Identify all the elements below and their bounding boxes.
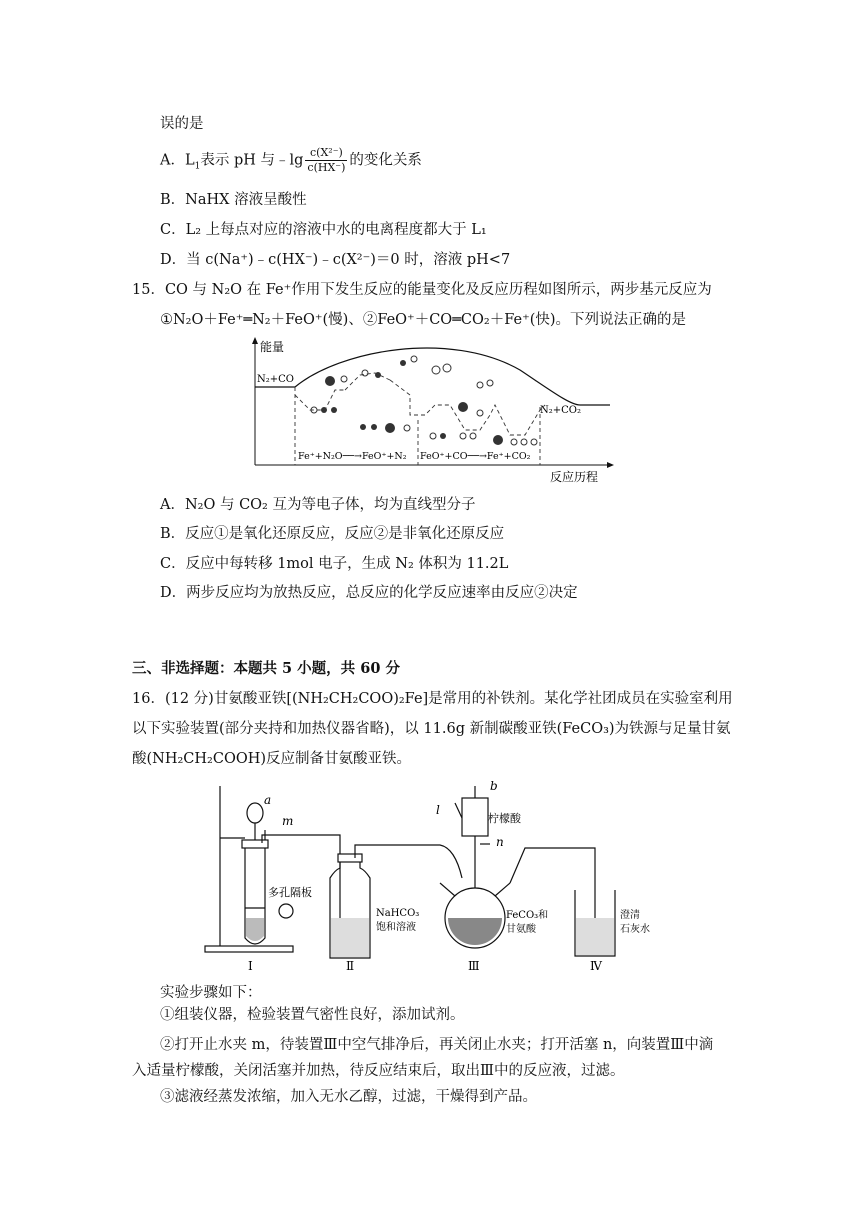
- q15-option-b: B．反应①是氧化还原反应，反应②是非氧化还原反应: [160, 526, 505, 542]
- apparatus-diagram: [200, 778, 670, 973]
- molecule-atom-icon: [440, 433, 446, 439]
- q14-a-prefix: A．L: [160, 152, 195, 169]
- label-glycine: 甘氨酸: [506, 924, 536, 935]
- q14-a-fraction: [305, 146, 347, 175]
- molecule-atom-icon: [511, 439, 517, 445]
- q14-a-numerator: c(X²⁻): [305, 146, 347, 161]
- q14-stem-end: 误的是: [160, 116, 204, 132]
- stand-base: [205, 946, 293, 952]
- steps-title: 实验步骤如下：: [160, 985, 262, 1001]
- pressure-tube-l: [455, 803, 462, 818]
- molecule-atom-icon: [432, 366, 440, 374]
- q15-stem-line2: ①N₂O＋Fe⁺═N₂＋FeO⁺(慢)、②FeO⁺＋CO═CO₂＋Fe⁺(快)。下列说法正确的是: [160, 312, 687, 328]
- funnel-a: [247, 803, 263, 823]
- energy-diagram: [250, 335, 620, 485]
- molecule-atom-icon: [411, 356, 417, 362]
- molecule-atom-icon: [371, 424, 377, 430]
- step-2-line2: 入适量柠檬酸，关闭活塞并加热，待反应结束后，取出Ⅲ中的反应液，过滤。: [132, 1063, 625, 1079]
- liquid-II: [331, 918, 369, 957]
- step2-label: FeO⁺+CO──→Fe⁺+CO₂: [420, 451, 531, 462]
- q14-option-b: B．NaHX 溶液呈酸性: [160, 192, 307, 208]
- label-apparatus-III: Ⅲ: [468, 959, 480, 973]
- side-neck-left: [440, 883, 455, 896]
- label-apparatus-IV: Ⅳ: [590, 959, 602, 973]
- molecule-atom-icon: [458, 402, 468, 412]
- end-label: N₂+CO₂: [540, 405, 581, 416]
- molecule-atom-icon: [400, 360, 406, 366]
- label-l: l: [436, 803, 440, 817]
- section3-heading: 三、非选择题：本题共 5 小题，共 60 分: [132, 660, 400, 677]
- y-axis-arrow-icon: [252, 337, 258, 344]
- q16-line1: 16．(12 分)甘氨酸亚铁[(NH₂CH₂COO)₂Fe]是常用的补铁剂。某化学社团成员在实验室利用: [132, 691, 733, 707]
- porous-plate-detail-icon: [279, 904, 293, 918]
- molecule-atom-icon: [430, 433, 436, 439]
- label-apparatus-I: Ⅰ: [248, 959, 253, 973]
- step-2-line1: ②打开止水夹 m，待装置Ⅲ中空气排净后，再关闭止水夹；打开活塞 n，向装置Ⅲ中滴: [160, 1037, 714, 1053]
- y-axis-label: 能量: [260, 340, 285, 354]
- molecule-atom-icon: [360, 424, 366, 430]
- molecule-atom-icon: [470, 433, 476, 439]
- label-nahco3: NaHCO₃: [376, 908, 420, 919]
- label-m: m: [282, 814, 294, 828]
- molecule-atom-icon: [477, 410, 483, 416]
- molecule-atom-icon: [487, 380, 493, 386]
- label-citric-acid: 柠檬酸: [488, 812, 521, 825]
- q15-option-d: D．两步反应均为放热反应，总反应的化学反应速率由反应②决定: [160, 585, 578, 601]
- molecule-atom-icon: [325, 376, 335, 386]
- side-neck-right: [495, 883, 510, 896]
- q14-option-d: D．当 c(Na⁺)﹣c(HX⁻)﹣c(X²⁻)＝0 时，溶液 pH<7: [160, 252, 511, 268]
- molecule-atom-icon: [531, 439, 537, 445]
- label-feco3: FeCO₃和: [506, 910, 549, 921]
- label-saturated-solution: 饱和溶液: [376, 922, 416, 933]
- molecule-atom-icon: [460, 433, 466, 439]
- molecule-atom-icon: [331, 407, 337, 413]
- label-n: n: [496, 835, 504, 849]
- liquid-IV: [576, 918, 614, 955]
- start-label: N₂+CO: [257, 374, 294, 385]
- liquid-I: [246, 918, 264, 941]
- q14-option-c: C．L₂ 上每点对应的溶液中水的电离程度都大于 L₁: [160, 222, 487, 238]
- step-3: ③滤液经蒸发浓缩，加入无水乙醇，过滤，干燥得到产品。: [160, 1089, 537, 1105]
- q14-option-a: [160, 146, 422, 177]
- molecule-atom-icon: [443, 364, 451, 372]
- label-a: a: [264, 793, 272, 807]
- molecule-atom-icon: [493, 435, 503, 445]
- step1-label: Fe⁺+N₂O──→FeO⁺+N₂: [298, 451, 407, 462]
- molecule-atom-icon: [477, 382, 483, 388]
- q14-a-post: 的变化关系: [349, 152, 422, 169]
- q16-line3: 酸(NH₂CH₂COOH)反应制备甘氨酸亚铁。: [132, 751, 412, 767]
- x-axis-label: 反应历程: [550, 470, 599, 484]
- molecule-atom-icon: [385, 423, 395, 433]
- stopper-I: [242, 840, 268, 848]
- molecule-atom-icon: [321, 407, 327, 413]
- q15-option-c: C．反应中每转移 1mol 电子，生成 N₂ 体积为 11.2L: [160, 556, 509, 572]
- tube-I-II: [262, 835, 340, 923]
- q15-option-a: A．N₂O 与 CO₂ 互为等电子体，均为直线型分子: [160, 497, 476, 513]
- molecule-atom-icon: [362, 370, 368, 376]
- q15-stem-line1: 15．CO 与 N₂O 在 Fe⁺作用下发生反应的能量变化及反应历程如图所示，两步基元反应为: [132, 282, 712, 298]
- q14-a-sub: 1: [194, 161, 201, 172]
- molecule-atom-icon: [404, 425, 410, 431]
- label-clear: 澄清: [620, 910, 640, 921]
- tube-II-III: [355, 845, 462, 878]
- q14-a-mid: 表示 pH 与﹣lg: [200, 152, 304, 169]
- q16-line2: 以下实验装置(部分夹持和加热仪器省略)，以 11.6g 新制碳酸亚铁(FeCO₃)为铁源与足量甘氨: [132, 721, 731, 737]
- q14-a-denominator: c(HX⁻): [307, 161, 346, 174]
- energy-curve: [255, 348, 610, 405]
- molecule-atom-icon: [375, 372, 381, 378]
- label-b: b: [490, 779, 498, 793]
- label-limewater: 石灰水: [620, 924, 650, 935]
- dropping-funnel-b: [462, 798, 488, 836]
- step-1: ①组装仪器，检验装置气密性良好，添加试剂。: [160, 1007, 465, 1023]
- molecule-atom-icon: [341, 376, 347, 382]
- molecule-atom-icon: [521, 439, 527, 445]
- x-axis-arrow-icon: [607, 462, 614, 468]
- label-apparatus-II: Ⅱ: [346, 959, 355, 973]
- stopper-II: [338, 854, 362, 862]
- label-porous-plate: 多孔隔板: [268, 886, 312, 899]
